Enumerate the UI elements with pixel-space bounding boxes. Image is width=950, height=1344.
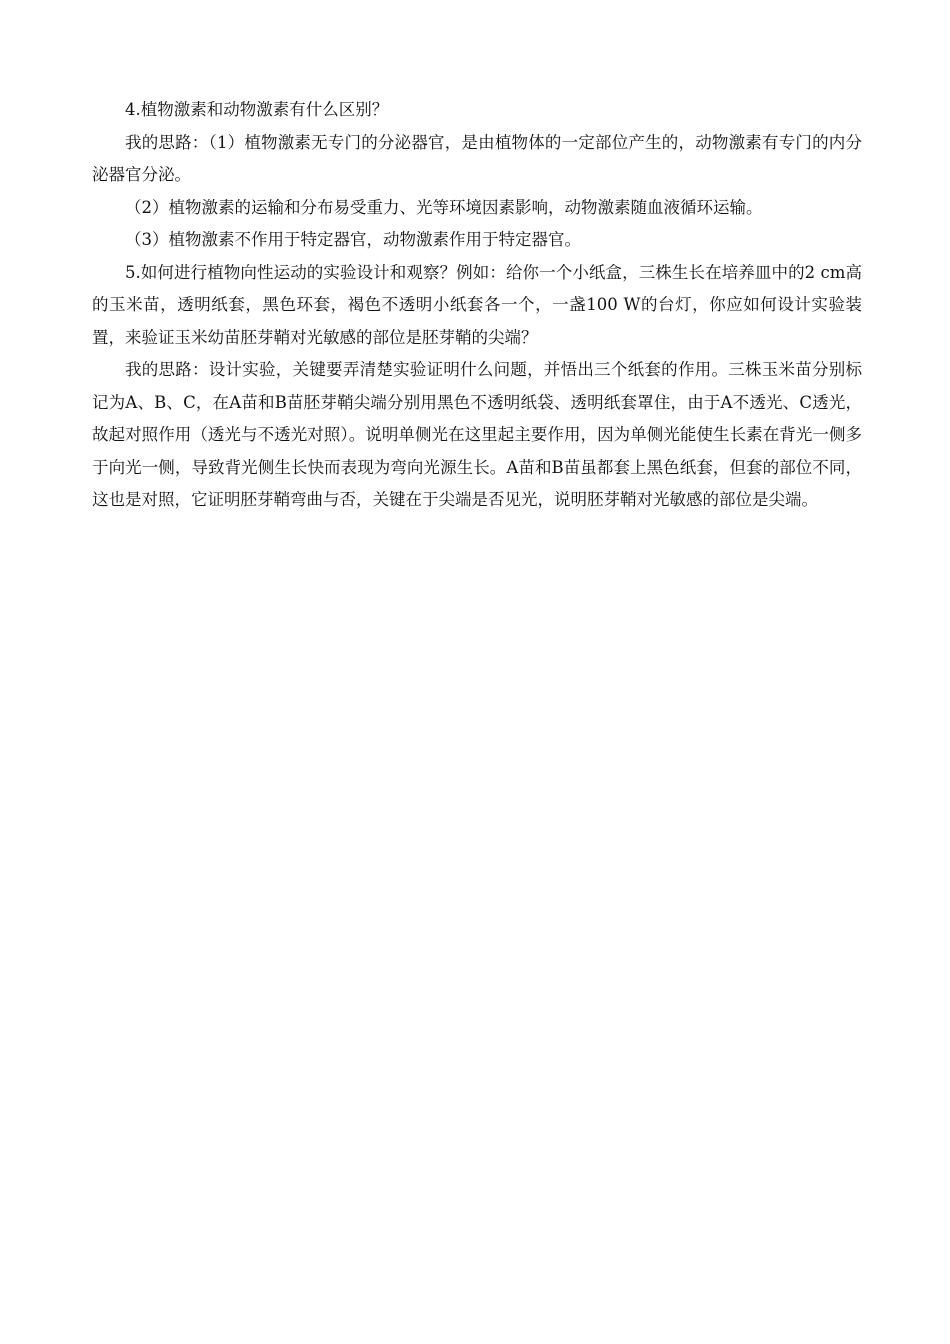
- question-4-answer-point-1: 我的思路：（1）植物激素无专门的分泌器官，是由植物体的一定部位产生的，动物激素有专门的内分泌器官分泌。: [92, 132, 862, 184]
- question-4-answer-point-2: （2）植物激素的运输和分布易受重力、光等环境因素影响，动物激素随血液循环运输。: [125, 197, 763, 217]
- question-5-answer: 我的思路：设计实验，关键要弄清楚实验证明什么问题，并悟出三个纸套的作用。三株玉米苗分别标记为A、B、C，在A苗和B苗胚芽鞘尖端分别用黑色不透明纸袋、透明纸套罩住，由于A不透光、C透光，故起对照作用（透光与不透光对照）。说明单侧光在这里起主要作用，因为单侧光能使生长素在背光一侧多于向光一侧，导致背光侧生长快而表现为弯向光源生长。A苗和B苗虽都套上黑色纸套，但套的部位不同，这也是对照，它证明胚芽鞘弯曲与否，关键在于尖端是否见光，说明胚芽鞘对光敏感的部位是尖端。: [92, 360, 862, 509]
- document-body: [92, 94, 862, 517]
- question-4-answer-point-3: （3）植物激素不作用于特定器官，动物激素作用于特定器官。: [125, 230, 581, 249]
- question-4-heading: 4.植物激素和动物激素有什么区别？: [125, 100, 389, 119]
- question-5-heading: 5.如何进行植物向性运动的实验设计和观察？例如：给你一个小纸盒，三株生长在培养皿中的2 cm高的玉米苗，透明纸套，黑色环套，褐色不透明小纸套各一个，一盏100 W的台灯，你应如何设计实验装置，来验证玉米幼苗胚芽鞘对光敏感的部位是胚芽鞘的尖端？: [92, 262, 862, 347]
